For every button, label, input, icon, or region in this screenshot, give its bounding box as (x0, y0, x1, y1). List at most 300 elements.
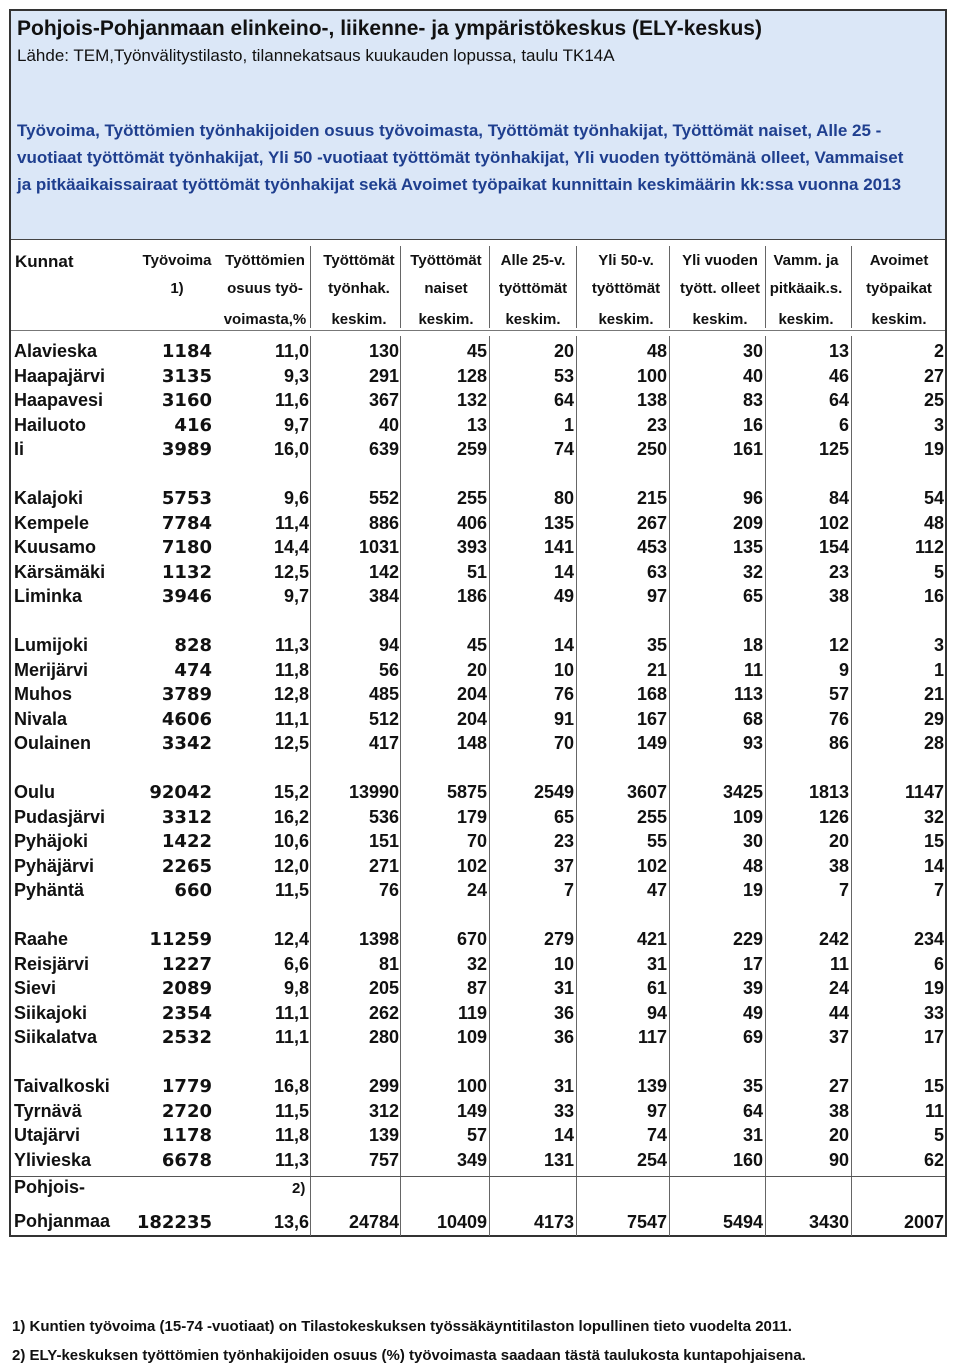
table-cell: 182235 (136, 1212, 212, 1233)
table-cell: 3312 (161, 806, 212, 828)
table-cell: 51 (466, 561, 487, 582)
table-cell: 138 (636, 390, 667, 410)
table-cell: 49 (553, 586, 574, 606)
table-row (0, 586, 946, 610)
table-cell: 36 (553, 1002, 574, 1023)
table-cell: 91 (553, 708, 574, 729)
table-cell: 36 (553, 1027, 574, 1047)
table-cell: 474 (174, 659, 212, 681)
table-cell: 1422 (161, 831, 212, 852)
table-cell: 37 (553, 855, 574, 876)
column-divider (669, 246, 670, 328)
table-cell: 3430 (808, 1212, 849, 1232)
table-row (0, 978, 946, 1002)
table-cell: 160 (732, 1149, 763, 1170)
table-cell: 12,4 (273, 929, 309, 949)
column-header-4-line-2: keskim. (418, 311, 474, 328)
table-cell: 179 (456, 806, 487, 827)
table-cell: 349 (456, 1149, 487, 1170)
table-row (0, 1003, 946, 1027)
table-row (0, 831, 946, 855)
table-cell: 20 (466, 659, 487, 680)
table-cell: 1813 (808, 782, 849, 802)
table-cell: 83 (742, 390, 763, 410)
table-cell: 126 (818, 806, 849, 827)
table-cell: 16,0 (273, 439, 309, 459)
table-row (0, 880, 946, 904)
column-divider (310, 246, 311, 328)
table-cell: 639 (368, 439, 399, 459)
table-cell: 38 (828, 1100, 849, 1121)
column-header-8-line-1: pitkäaik.s. (769, 280, 843, 297)
table-cell: 11259 (149, 929, 212, 950)
municipality-name: Taivalkoski (14, 1076, 110, 1096)
municipality-name: Kuusamo (14, 537, 97, 557)
table-cell: 312 (368, 1100, 399, 1121)
table-cell: 48 (646, 341, 667, 361)
column-header-4-line-1: naiset (424, 280, 468, 297)
table-cell: 33 (553, 1100, 574, 1121)
table-cell: 135 (732, 537, 763, 557)
table-cell: 48 (923, 512, 944, 533)
table-cell: 70 (466, 831, 487, 851)
table-cell: 11,8 (274, 1125, 309, 1145)
table-cell: 23 (828, 561, 849, 582)
table-cell: 250 (636, 439, 667, 459)
table-cell: 9,7 (283, 414, 309, 435)
table-cell: 11,5 (274, 880, 309, 900)
table-row (0, 488, 946, 512)
table-cell: 94 (646, 1002, 667, 1023)
table-cell: 299 (368, 1076, 399, 1096)
table-cell: 229 (732, 929, 763, 949)
table-cell: 14 (553, 635, 574, 655)
total-name-line-1: Pohjois- (14, 1177, 85, 1197)
table-cell: 1227 (161, 953, 212, 975)
table-cell: 76 (828, 708, 849, 729)
table-row (0, 513, 946, 537)
table-cell: 100 (636, 365, 667, 386)
table-cell: 32 (923, 806, 944, 827)
table-cell: 1 (563, 414, 574, 435)
table-cell: 32 (742, 561, 763, 582)
table-cell: 421 (636, 929, 667, 949)
table-row (0, 660, 946, 684)
table-cell: 11 (743, 659, 763, 680)
table-cell: 367 (368, 390, 399, 410)
table-cell: 13990 (348, 782, 399, 802)
table-cell: 97 (646, 1100, 667, 1121)
table-cell: 23 (646, 414, 667, 435)
table-cell: 57 (466, 1125, 487, 1145)
table-cell: 3160 (161, 390, 212, 411)
table-cell: 5494 (722, 1212, 763, 1232)
municipality-name: Tyrnävä (14, 1100, 82, 1121)
municipality-name: Haapajärvi (14, 365, 106, 386)
table-cell: 5 (933, 561, 944, 582)
table-cell: 6 (933, 953, 944, 974)
organization-title: Pohjois-Pohjanmaan elinkeino-, liikenne- ja ympäristökeskus (ELY-keskus) (17, 17, 762, 40)
table-cell: 204 (456, 684, 487, 704)
table-cell: 1132 (161, 561, 212, 583)
table-cell: 1779 (161, 1076, 212, 1097)
table-row (0, 1027, 946, 1051)
column-header-2-line-0: Työttömien (225, 252, 305, 269)
table-cell: 11,1 (274, 1027, 309, 1047)
table-cell: 81 (378, 953, 399, 974)
municipality-name: Kempele (14, 512, 90, 533)
column-header-2-line-1: osuus työ- (227, 280, 303, 297)
municipality-name: Merijärvi (14, 659, 89, 680)
municipality-name: Kärsämäki (14, 561, 106, 582)
table-cell: 453 (636, 537, 667, 557)
table-cell: 80 (553, 488, 574, 508)
table-cell: 18 (742, 635, 763, 655)
table-row (0, 537, 946, 561)
municipality-name: Raahe (14, 929, 69, 949)
table-cell: 11,0 (274, 341, 309, 361)
table-cell: 109 (456, 1027, 487, 1047)
table-cell: 117 (637, 1027, 667, 1047)
table-cell: 31 (553, 978, 574, 998)
municipality-name: Sievi (14, 978, 57, 998)
column-header-6-line-1: työttömät (591, 280, 661, 297)
table-cell: 9,7 (283, 586, 309, 606)
table-cell: 112 (914, 537, 944, 557)
table-cell: 15 (923, 831, 944, 851)
table-cell: 64 (828, 390, 849, 410)
column-divider (851, 246, 852, 328)
table-cell: 13 (828, 341, 849, 361)
column-header-7-line-0: Yli vuoden (682, 252, 758, 269)
table-cell: 31 (646, 953, 667, 974)
table-cell: 61 (646, 978, 667, 998)
municipality-name: Oulu (14, 782, 55, 802)
table-cell: 65 (553, 806, 574, 827)
table-row (0, 1125, 946, 1149)
table-cell: 141 (543, 537, 574, 557)
table-cell: 86 (828, 733, 849, 753)
table-cell: 20 (828, 1125, 849, 1145)
table-cell: 242 (818, 929, 849, 949)
table-cell: 63 (646, 561, 667, 582)
table-cell: 1178 (161, 1125, 212, 1146)
table-cell: 56 (378, 659, 399, 680)
table-cell: 234 (913, 929, 944, 949)
column-header-4-line-0: Työttömät (410, 252, 482, 269)
table-cell: 102 (456, 855, 487, 876)
table-cell: 15 (923, 1076, 944, 1096)
table-cell: 49 (742, 1002, 763, 1023)
table-cell: 21 (646, 659, 667, 680)
table-cell: 5 (933, 1125, 944, 1145)
table-cell: 24 (466, 880, 487, 900)
table-cell: 1 (933, 659, 944, 680)
table-cell: 262 (368, 1002, 399, 1023)
table-cell: 9,3 (283, 365, 309, 386)
table-cell: 168 (636, 684, 667, 704)
table-cell: 139 (636, 1076, 667, 1096)
table-cell: 4606 (161, 708, 212, 730)
municipality-name: Pyhäntä (14, 880, 85, 900)
table-cell: 16,8 (273, 1076, 309, 1096)
table-cell: 39 (742, 978, 763, 998)
table-cell: 132 (456, 390, 487, 410)
table-cell: 2007 (903, 1212, 944, 1232)
table-cell: 57 (828, 684, 849, 704)
table-cell: 2532 (161, 1027, 212, 1048)
municipality-name: Utajärvi (14, 1125, 81, 1145)
table-cell: 68 (742, 708, 763, 729)
municipality-name: Pudasjärvi (14, 806, 106, 827)
table-cell: 130 (368, 341, 399, 361)
table-cell: 660 (174, 880, 212, 901)
footnotes (12, 1312, 806, 1370)
table-cell: 2089 (161, 978, 212, 999)
table-cell: 131 (543, 1149, 574, 1170)
table-cell: 7784 (161, 512, 212, 534)
table-cell: 11,4 (274, 512, 309, 533)
table-cell: 4173 (533, 1212, 574, 1232)
municipality-name: Siikalatva (14, 1027, 98, 1047)
table-cell: 536 (368, 806, 399, 827)
table-row (0, 684, 946, 708)
table-cell: 102 (818, 512, 849, 533)
table-cell: 37 (828, 1027, 849, 1047)
municipality-name: Alavieska (14, 341, 98, 361)
table-cell: 44 (828, 1002, 849, 1023)
table-cell: 3 (933, 635, 944, 655)
table-row (0, 562, 946, 586)
table-cell: 7 (838, 880, 849, 900)
table-cell: 142 (368, 561, 399, 582)
table-cell: 54 (923, 488, 944, 508)
table-cell: 15,2 (273, 782, 309, 802)
table-row (0, 1076, 946, 1100)
table-cell: 204 (456, 708, 487, 729)
table-cell: 149 (636, 733, 667, 753)
table-cell: 161 (732, 439, 763, 459)
table-cell: 485 (368, 684, 399, 704)
table-cell: 55 (646, 831, 667, 851)
table-cell: 53 (553, 365, 574, 386)
column-header-5-line-0: Alle 25-v. (500, 252, 566, 269)
table-cell: 16 (742, 414, 763, 435)
column-header-2-line-2: voimasta,% (223, 311, 307, 328)
table-cell: 757 (368, 1149, 399, 1170)
column-header-1-line-0: Työvoima (142, 252, 212, 269)
table-cell: 96 (742, 488, 763, 508)
table-cell: 267 (636, 512, 667, 533)
municipality-name: Pyhäjoki (14, 831, 89, 851)
table-cell: 259 (456, 439, 487, 459)
table-cell: 32 (466, 953, 487, 974)
table-cell: 24 (828, 978, 849, 998)
table-cell: 151 (368, 831, 399, 851)
table-cell: 28 (923, 733, 944, 753)
footnote-1: 1) Kuntien työvoima (15-74 -vuotiaat) on Tilastokeskuksen työssäkäyntitilaston lopullinen tieto vuodelta 2011. (12, 1318, 792, 1335)
table-cell: 27 (828, 1076, 849, 1096)
table-cell: 552 (368, 488, 399, 508)
header-divider (11, 330, 945, 331)
table-cell: 12,8 (273, 684, 309, 704)
table-cell: 7547 (626, 1212, 667, 1232)
column-header-5-line-1: työttömät (498, 280, 568, 297)
table-cell: 19 (923, 978, 944, 998)
table-cell: 406 (456, 512, 487, 533)
table-cell: 76 (553, 684, 574, 704)
table-cell: 14,4 (273, 537, 309, 557)
table-cell: 16,2 (273, 806, 309, 827)
table-cell: 1147 (904, 782, 944, 802)
table-cell: 271 (368, 855, 399, 876)
source-line: Lähde: TEM,Työnvälitystilasto, tilannekatsaus kuukauden lopussa, taulu TK14A (17, 46, 615, 65)
table-cell: 84 (828, 488, 849, 508)
table-cell: 6678 (161, 1149, 212, 1171)
table-cell: 1398 (358, 929, 399, 949)
table-cell: 1031 (358, 537, 399, 557)
column-header-1-line-1: 1) (170, 280, 184, 297)
table-cell: 29 (923, 708, 944, 729)
table-cell: 2549 (533, 782, 574, 802)
table-cell: 3 (933, 414, 944, 435)
table-cell: 416 (174, 414, 212, 436)
table-cell: 47 (646, 880, 667, 900)
table-cell: 3989 (161, 439, 212, 460)
table-cell: 109 (732, 806, 763, 827)
municipality-name: Kalajoki (14, 488, 84, 508)
table-cell: 9,8 (283, 978, 309, 998)
municipality-name: Reisjärvi (14, 953, 90, 974)
table-cell: 74 (646, 1125, 667, 1145)
table-cell: 20 (553, 341, 574, 361)
column-header-6-line-2: keskim. (598, 311, 654, 328)
table-cell: 100 (456, 1076, 487, 1096)
table-cell: 17 (923, 1027, 944, 1047)
table-cell: 30 (742, 341, 763, 361)
table-cell: 35 (646, 635, 667, 655)
table-cell: 12,0 (273, 855, 309, 876)
table-cell: 128 (456, 365, 487, 386)
table-row (0, 439, 946, 463)
table-cell: 19 (923, 439, 944, 459)
table-cell: 3342 (161, 733, 212, 754)
table-cell: 3425 (722, 782, 763, 802)
table-row (0, 390, 946, 414)
table-cell: 393 (456, 537, 487, 557)
table-cell: 3789 (161, 684, 212, 705)
total-footnote-ref: 2) (292, 1180, 306, 1197)
table-cell: 280 (368, 1027, 399, 1047)
municipality-name: Pyhäjärvi (14, 855, 95, 876)
column-divider (576, 246, 577, 328)
table-cell: 69 (742, 1027, 763, 1047)
table-cell: 11,6 (274, 390, 309, 410)
table-cell: 10409 (436, 1212, 487, 1232)
column-header-8-line-2: keskim. (778, 311, 834, 328)
table-cell: 40 (378, 414, 399, 435)
table-cell: 76 (378, 880, 399, 900)
table-cell: 97 (646, 586, 667, 606)
table-cell: 87 (466, 978, 487, 998)
table-cell: 38 (828, 586, 849, 606)
table-cell: 167 (636, 708, 667, 729)
table-cell: 48 (742, 855, 763, 876)
table-cell: 65 (742, 586, 763, 606)
column-divider (400, 246, 401, 328)
table-cell: 3135 (161, 365, 212, 387)
table-header-panel (11, 11, 945, 240)
table-cell: 135 (543, 512, 574, 533)
table-row (0, 954, 946, 978)
table-cell: 2265 (161, 855, 212, 877)
table-row (0, 709, 946, 733)
column-header-7-line-1: tyött. olleet (679, 280, 760, 297)
table-cell: 64 (742, 1100, 763, 1121)
table-cell: 13 (466, 414, 487, 435)
table-row (0, 929, 946, 953)
table-cell: 70 (553, 733, 574, 753)
table-cell: 10 (553, 953, 574, 974)
table-row (0, 856, 946, 880)
table-cell: 828 (174, 635, 212, 656)
table-cell: 255 (636, 806, 667, 827)
municipality-name: Ylivieska (14, 1149, 92, 1170)
column-divider (489, 246, 490, 328)
table-cell: 31 (742, 1125, 763, 1145)
table-cell: 16 (923, 586, 944, 606)
column-header-9-line-1: työpaikat (866, 280, 932, 297)
table-cell: 6 (838, 414, 849, 435)
table-cell: 14 (923, 855, 944, 876)
table-cell: 92042 (149, 782, 212, 803)
table-cell: 33 (923, 1002, 944, 1023)
table-cell: 90 (828, 1149, 849, 1170)
table-cell: 1184 (161, 341, 212, 362)
column-header-8-line-0: Vamm. ja (773, 252, 839, 269)
column-header-3-line-1: työnhak. (328, 280, 390, 297)
table-cell: 45 (466, 341, 487, 361)
table-cell: 254 (636, 1149, 667, 1170)
table-cell: 205 (368, 978, 399, 998)
table-cell: 2354 (161, 1002, 212, 1024)
table-cell: 14 (553, 1125, 574, 1145)
table-cell: 20 (828, 831, 849, 851)
table-cell: 11,3 (274, 1149, 309, 1170)
table-cell: 35 (742, 1076, 763, 1096)
table-row (0, 782, 946, 806)
table-row (0, 1101, 946, 1125)
table-cell: 38 (828, 855, 849, 876)
table-cell: 384 (368, 586, 399, 606)
table-cell: 886 (368, 512, 399, 533)
table-cell: 6,6 (283, 953, 309, 974)
table-cell: 12 (828, 635, 849, 655)
table-row (0, 341, 946, 365)
table-cell: 19 (742, 880, 763, 900)
table-cell: 27 (923, 365, 944, 386)
table-cell: 2720 (161, 1100, 212, 1122)
column-divider (765, 246, 766, 328)
total-name-line-2: Pohjanmaa (14, 1211, 111, 1231)
table-cell: 3946 (161, 586, 212, 607)
table-cell: 30 (742, 831, 763, 851)
table-row (0, 1150, 946, 1174)
table-row (0, 733, 946, 757)
table-cell: 186 (456, 586, 487, 606)
table-row (0, 807, 946, 831)
table-cell: 11 (924, 1100, 944, 1121)
